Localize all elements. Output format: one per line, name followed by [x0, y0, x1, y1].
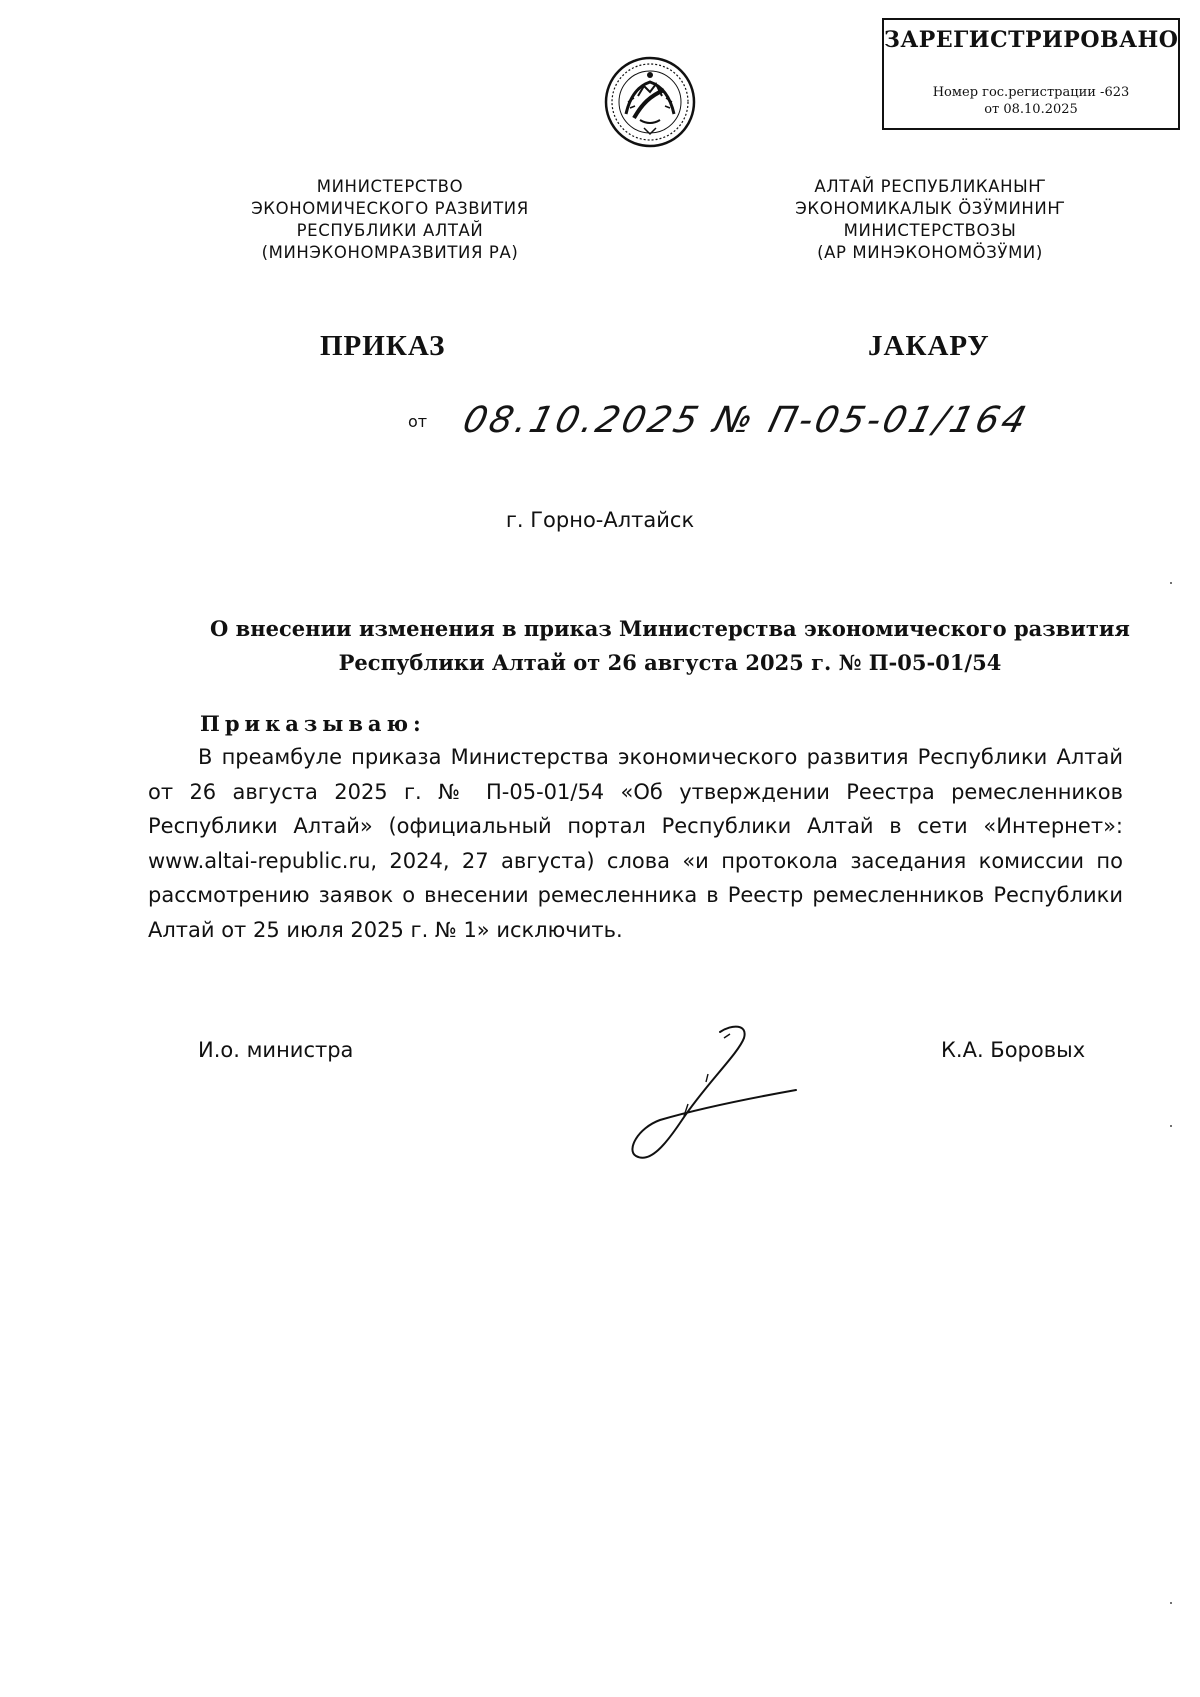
header-right-line: ЭКОНОМИКАЛЫК ÖЗӰМИНИҤ	[795, 199, 1065, 218]
handwritten-date-number: 08.10.2025 № П-05-01/164	[458, 400, 1034, 441]
document-type-russian: ПРИКАЗ	[320, 330, 446, 362]
handwritten-signature-icon	[620, 1020, 820, 1170]
header-left-line: (МИНЭКОНОМРАЗВИТИЯ РА)	[261, 243, 519, 262]
ministry-header-russian	[200, 176, 580, 264]
header-right-line: АЛТАЙ РЕСПУБЛИКАНЫҤ	[814, 177, 1046, 196]
header-left-line: МИНИСТЕРСТВО	[316, 177, 464, 196]
subject-line: Республики Алтай от 26 августа 2025 г. № П-05-01/54	[338, 650, 1002, 675]
scan-speck	[1170, 582, 1172, 584]
altai-republic-coat-of-arms-icon	[604, 56, 696, 148]
order-body-paragraph: В преамбуле приказа Министерства экономического развития Республики Алтай от 26 августа 2025 г. № П-05-01/54 «Об утверждении Реестра ремесленников Республики Алтай» (официальный портал Республики Алтай в сети «Интернет»: www.altai-republic.ru, 2024, 27 августа) слова «и протокола заседания комиссии по рассмотрению заявок о внесении ремесленника в Реестр ремесленников Республики Алтай от 25 июля 2025 г. № 1» исключить.	[148, 745, 1123, 942]
signer-name: К.А. Боровых	[941, 1038, 1086, 1062]
header-right-line: (АР МИНЭКОНОМÖЗӰМИ)	[817, 243, 1043, 262]
ministry-header-altai	[740, 176, 1120, 264]
scan-speck	[1170, 1602, 1172, 1604]
city-name: г. Горно-Алтайск	[505, 508, 695, 532]
registration-stamp-title: ЗАРЕГИСТРИРОВАНО	[884, 27, 1179, 53]
header-right-line: МИНИСТЕРСТВОЗЫ	[843, 221, 1017, 240]
subject-line: О внесении изменения в приказ Министерства экономического развития	[210, 616, 1130, 641]
order-subject	[180, 612, 1160, 680]
registration-number: Номер гос.регистрации -623	[932, 85, 1130, 100]
scan-speck	[1170, 1125, 1172, 1127]
header-left-line: ЭКОНОМИЧЕСКОГО РАЗВИТИЯ	[251, 199, 529, 218]
header-left-line: РЕСПУБЛИКИ АЛТАЙ	[296, 221, 484, 240]
registration-stamp	[882, 18, 1180, 130]
document-type-altai: ЈАКАРУ	[868, 330, 990, 362]
registration-date: от 08.10.2025	[984, 102, 1078, 117]
order-keyword: Приказываю:	[200, 711, 426, 736]
date-prefix: от	[408, 412, 428, 431]
signer-position: И.о. министра	[198, 1038, 354, 1062]
